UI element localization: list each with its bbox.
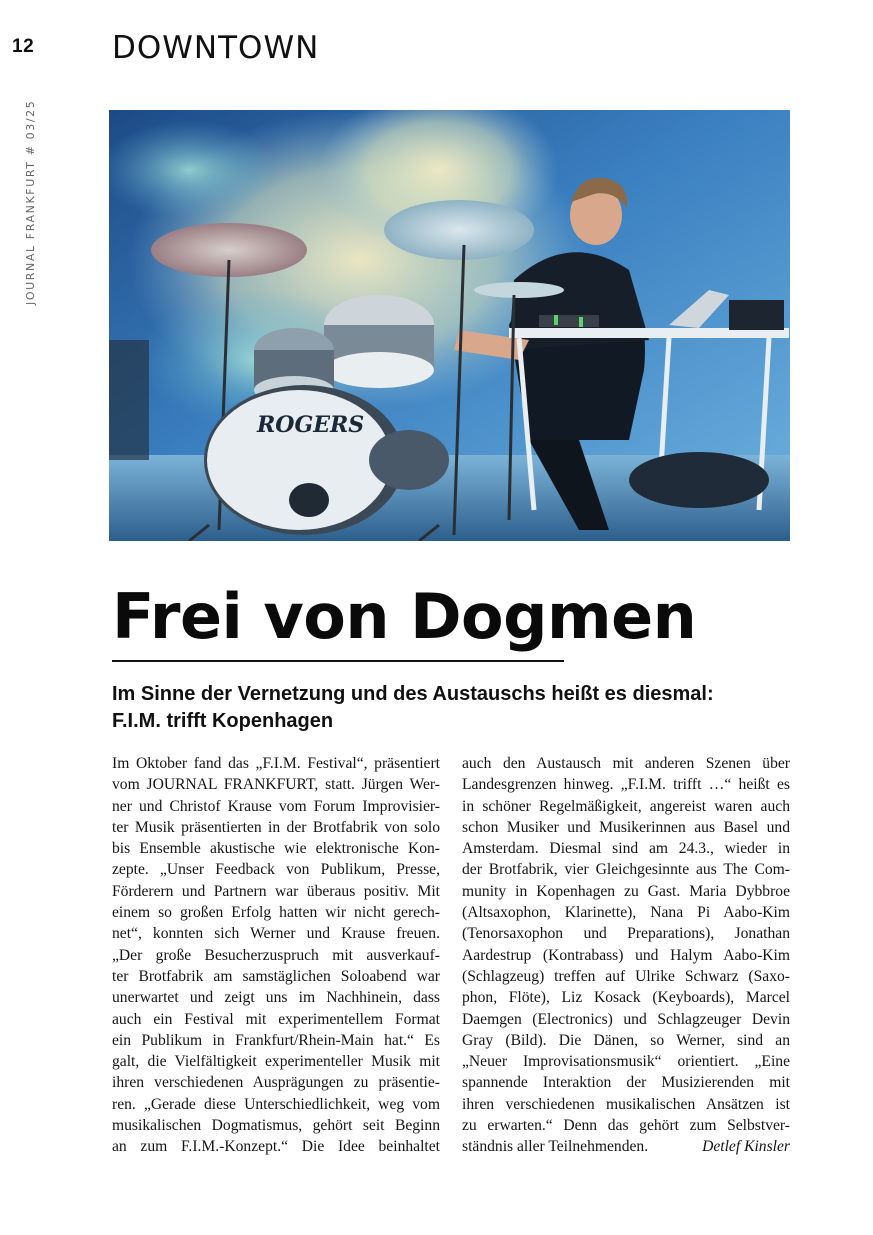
body-line: zu erwarten.“ Denn das gehört zum Selbstver- <box>462 1117 790 1135</box>
body-line: ner und Christof Krause vom Forum Improvisier- <box>112 797 440 815</box>
body-line: ihren verschiedenen Ausprägungen zu präsentie- <box>112 1074 440 1092</box>
body-line: auch den Austausch mit anderen Szenen über <box>462 755 790 772</box>
body-line: Gray (Bild). Die Dänen, so Werner, sind an <box>462 1031 790 1049</box>
body-line: „Der große Besucherzuspruch mit ausverkauf- <box>112 946 440 964</box>
body-line: (Schlagzeug) treffen auf Ulrike Schwarz (Saxo- <box>462 967 790 985</box>
body-column-right <box>462 753 790 1158</box>
body-line: zepte. „Unser Feedback von Publikum, Presse, <box>112 861 440 879</box>
headline-rule <box>112 660 564 662</box>
drummer-photo-illustration <box>109 110 790 541</box>
body-line: ein Publikum in Frankfurt/Rhein-Main hat.“ Es <box>112 1031 440 1049</box>
article-photo <box>109 110 790 541</box>
body-column-left <box>112 753 440 1158</box>
body-line: galt, die Vielfältigkeit experimenteller Musik mit <box>112 1053 440 1071</box>
final-body-line: ständnis aller Teilnehmenden. <box>462 1138 649 1156</box>
drum-brand-logo: ROGERS <box>257 412 365 438</box>
body-line: (Altsaxophon, Klarinette), Nana Pi Aabo-Kim <box>462 904 790 922</box>
author-byline: Detlef Kinsler <box>702 1138 790 1156</box>
body-line: an zum F.I.M.-Konzept.“ Die Idee beinhaltet <box>112 1138 440 1156</box>
body-line: Aardestrup (Kontrabass) und Halym Aabo-Kim <box>462 946 790 964</box>
body-line: net“, konnten sich Werner und Krause freuen. <box>112 925 440 943</box>
body-line: ter Brotfabrik am samstäglichen Soloabend war <box>112 967 440 985</box>
body-line: (Tenorsaxophon und Preparations), Jonathan <box>462 925 790 943</box>
section-title: DOWNTOWN <box>112 30 320 66</box>
deck-line: F.I.M. trifft Kopenhagen <box>112 710 334 732</box>
body-line: einem so großen Erfolg hatten wir nicht gerech- <box>112 904 440 922</box>
body-line: Amsterdam. Diesmal sind am 24.3., wieder in <box>462 840 790 858</box>
body-line: ihren verschiedenen musikalischen Ansätzen ist <box>462 1095 790 1113</box>
body-line: „Neuer Improvisationsmusik“ orientiert. „Eine <box>462 1053 790 1071</box>
body-line: munity in Kopenhagen zu Gast. Maria Dybbroe <box>462 882 790 900</box>
closing-line <box>462 1136 790 1157</box>
body-line: Daemgen (Electronics) und Schlagzeuger Devin <box>462 1010 790 1028</box>
body-line: Landesgrenzen hinweg. „F.I.M. trifft …“ heißt es <box>462 776 790 794</box>
body-line: schon Musiker und Musikerinnen aus Basel und <box>462 818 790 836</box>
body-line: musikalischen Dogmatismus, gehört seit Beginn <box>112 1117 440 1135</box>
deck-line: Im Sinne der Vernetzung und des Austauschs heißt es diesmal: <box>112 683 714 705</box>
body-line: der Brotfabrik, vier Gleichgesinnte aus The Com- <box>462 861 790 879</box>
magazine-issue-label: JOURNAL FRANKFURT # 03/25 <box>24 99 37 305</box>
page-number: 12 <box>12 36 35 57</box>
body-line: ter Musik präsentierten in der Brotfabrik von solo <box>112 818 440 836</box>
body-line: bis Ensemble akustische wie elektronische Kon- <box>112 840 440 858</box>
body-line: unerwartet und zeigt uns im Nachhinein, dass <box>112 989 440 1007</box>
body-line: vom JOURNAL FRANKFURT, statt. Jürgen Wer- <box>112 776 440 794</box>
article-headline: Frei von Dogmen <box>112 580 697 653</box>
body-line: Im Oktober fand das „F.I.M. Festival“, präsentiert <box>112 755 440 772</box>
body-line: ren. „Gerade diese Unterschiedlichkeit, weg vom <box>112 1095 440 1113</box>
article-deck <box>112 681 782 735</box>
body-line: auch ein Festival mit experimentellem Format <box>112 1010 440 1028</box>
body-line: phon, Flöte), Liz Kosack (Keyboards), Marcel <box>462 989 790 1007</box>
body-line: spannende Interaktion der Musizierenden mit <box>462 1074 790 1092</box>
body-line: Förderern und Partnern war überaus positiv. Mit <box>112 882 440 900</box>
body-line: in schöner Regelmäßigkeit, angereist waren auch <box>462 797 790 815</box>
